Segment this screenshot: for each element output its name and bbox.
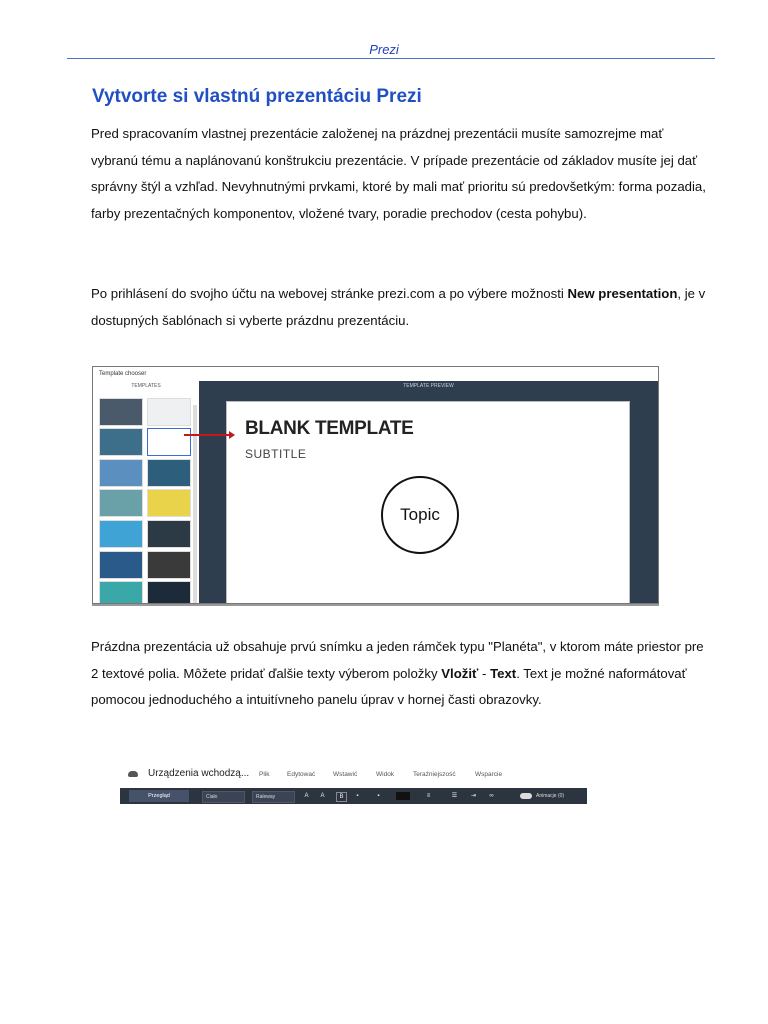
color-swatch-icon[interactable]	[396, 792, 410, 800]
template-thumb-blank[interactable]	[147, 428, 191, 456]
paragraph-2	[91, 281, 711, 334]
template-chooser-screenshot	[92, 366, 659, 604]
slide-title: BLANK TEMPLATE	[245, 418, 414, 439]
template-thumb[interactable]	[99, 428, 143, 456]
document-title[interactable]: Urządzenia wchodzą...	[148, 768, 250, 779]
menu-present[interactable]: Teraźniejszość	[413, 771, 456, 778]
template-thumb[interactable]	[99, 520, 143, 548]
paragraph-3-text: Prázdna prezentácia už obsahuje prvú snímku a jeden rámček typu "Planéta", v ktorom máte priestor pre 2 textové polia. Môžete pridať ďalšie texty výberom položky	[91, 639, 704, 681]
bold-icon[interactable]: B	[336, 792, 347, 802]
template-thumb[interactable]	[99, 398, 143, 426]
preview-label: TEMPLATE PREVIEW	[403, 383, 454, 389]
template-thumb[interactable]	[147, 398, 191, 426]
paragraph-3-bold-insert: Vložiť	[441, 665, 479, 681]
text-highlight-icon[interactable]: ▪	[377, 793, 380, 799]
paragraph-1: Pred spracovaním vlastnej prezentácie založenej na prázdnej prezentácii musíte samozrejme mať vybranú tému a naplánovanú konštrukciu prezentácie. V prípade prezentácie od základov musíte jej dať správny štýl a vzhľad. Nevyhnutnými prvkami, ktoré by mali mať prioritu sú predovšetkým: forma pozadia, farby prezentačných komponentov, vložené tvary, poradie prechodov (cesta pohybu).	[91, 126, 706, 221]
paragraph-2-bold: New presentation	[567, 286, 678, 301]
menu-view[interactable]: Widok	[376, 771, 395, 778]
template-thumb[interactable]	[99, 581, 143, 604]
paragraph-2-tail: , je v dostupných šablónach si vyberte prázdnu prezentáciu.	[91, 286, 706, 328]
paragraph-3-sep: -	[478, 665, 491, 681]
template-thumb[interactable]	[147, 489, 191, 517]
menu-insert[interactable]: Wstawić	[333, 771, 358, 778]
template-thumb[interactable]	[99, 459, 143, 487]
font-family-select[interactable]: Raleway	[252, 791, 295, 803]
preview-button[interactable]: Przegląd	[129, 790, 189, 802]
animation-label: Animacje (0)	[536, 793, 565, 799]
paragraph-2-text: Po prihlásení do svojho účtu na webovej stránke prezi.com a po výbere možnosti	[91, 286, 568, 301]
menu-help[interactable]: Wsparcie	[475, 771, 503, 778]
template-thumb[interactable]	[99, 551, 143, 579]
toolbar-top-row	[120, 762, 587, 788]
paragraph-3-bold-text: Text	[490, 665, 517, 681]
font-size-increase-icon[interactable]: A	[320, 793, 325, 799]
slide-subtitle: SUBTITLE	[245, 447, 307, 461]
red-arrow-annotation	[184, 434, 230, 436]
preview-slide	[226, 401, 630, 604]
text-color-icon[interactable]: ▪	[356, 793, 359, 799]
menu-edit[interactable]: Edytować	[287, 771, 316, 778]
template-preview-panel	[199, 381, 658, 603]
template-thumb[interactable]	[147, 520, 191, 548]
templates-label: TEMPLATES	[131, 383, 161, 389]
template-thumb[interactable]	[147, 581, 191, 604]
indent-icon[interactable]: ⇥	[470, 793, 477, 799]
text-style-select[interactable]: Ciało	[202, 791, 245, 803]
template-thumb[interactable]	[147, 551, 191, 579]
paragraph-3	[91, 634, 711, 714]
link-icon[interactable]: ∞	[489, 793, 494, 799]
align-icon[interactable]: ≡	[426, 793, 431, 799]
running-header: Prezi	[369, 42, 399, 57]
animation-toggle[interactable]	[520, 793, 532, 799]
editor-toolbar-screenshot	[120, 762, 587, 804]
slide-topic-circle: Topic	[381, 476, 459, 554]
chooser-window-title: Template chooser	[93, 367, 658, 382]
font-size-decrease-icon[interactable]: A	[304, 793, 309, 799]
template-thumb[interactable]	[147, 459, 191, 487]
toolbar-format-row	[120, 788, 587, 804]
template-thumb[interactable]	[99, 489, 143, 517]
header-rule	[67, 58, 715, 59]
section-heading: Vytvorte si vlastnú prezentáciu Prezi	[92, 86, 422, 107]
menu-file[interactable]: Plik	[259, 771, 270, 778]
bullet-list-icon[interactable]: ☰	[451, 793, 458, 799]
paragraph-3-tail: . Text je možné naformátovať pomocou jednoduchého a intuitívneho panelu úprav v hornej časti obrazovky.	[91, 665, 687, 708]
templates-panel	[93, 381, 200, 603]
cloud-icon	[128, 771, 138, 777]
